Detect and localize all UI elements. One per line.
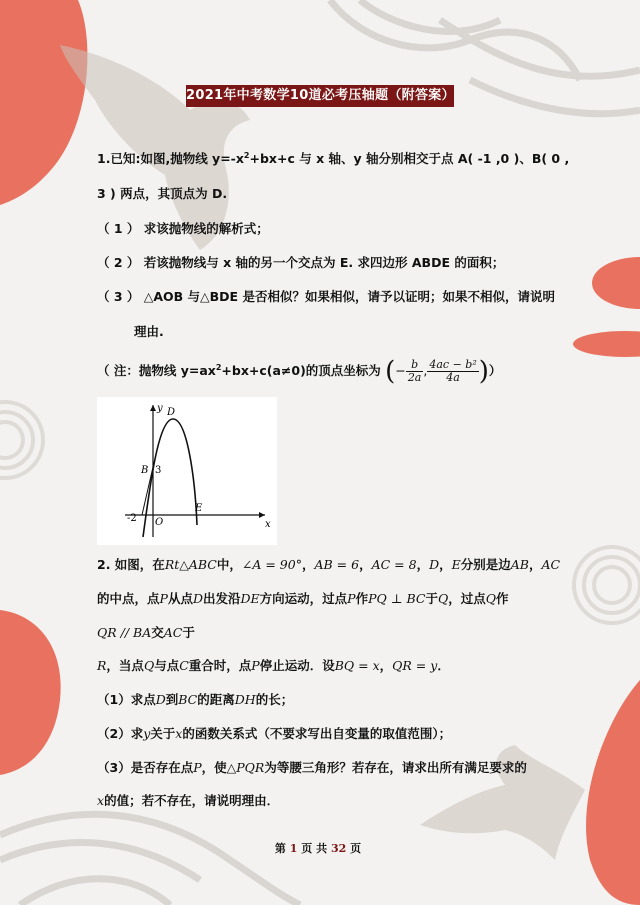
q1-part3-cont: 理由. <box>134 324 164 339</box>
x-axis-arrow <box>259 512 265 518</box>
label-y: y <box>157 403 163 414</box>
q1-line1: 1.已知:如图,抛物线 $y=-x^2+bx+c$ 与 x 轴、y 轴分别相交于点 A( -1 ,0 )、B( 0 , <box>97 150 570 166</box>
label-o: O <box>155 517 164 528</box>
parabola-figure <box>97 397 277 545</box>
q2-part2: （2）求y关于x的函数关系式（不要求写出自变量的取值范围）； <box>97 726 452 741</box>
q2-part1: （1）求点D到BC的距离DH的长； <box>97 692 294 707</box>
q2-line4: R，当点Q与点C重合时，点P停止运动．设BQ = x，QR = y． <box>97 658 450 673</box>
label-3: 3 <box>155 465 162 476</box>
vertex-y-fraction: $\frac{\text{4ac − b²}}{4a}$ <box>429 358 477 384</box>
label-e: E <box>195 503 203 514</box>
y-axis-arrow <box>150 405 156 411</box>
vertex-x-fraction: $\frac{b}{2a}$ <box>407 358 422 384</box>
total-pages: 32 <box>330 842 347 855</box>
q1-part1: （ 1 ） 求该抛物线的解析式； <box>97 221 269 236</box>
q1-part3: （ 3 ） △AOB 与△BDE 是否相似？如果相似，请予以证明；如果不相似，请说明 <box>97 289 555 304</box>
q2-part3: （3）是否存在点P，使△PQR为等腰三角形？若存在，请求出所有满足要求的 <box>97 760 527 775</box>
parabola-curve <box>143 419 197 537</box>
q2-part3-cont: x的值；若不存在，请说明理由． <box>97 793 280 808</box>
page-number: 1 <box>289 842 298 855</box>
page-title: 2021年中考数学10道必考压轴题（附答案） <box>186 85 454 107</box>
label-x: x <box>265 519 271 530</box>
label-d: D <box>167 407 176 418</box>
page-footer: 第 1 页 共 32 页 <box>274 842 362 855</box>
q1-part2: （ 2 ） 若该抛物线与 x 轴的另一个交点为 E. 求四边形 ABDE 的面积； <box>97 255 505 270</box>
label-a: -2 <box>127 513 137 524</box>
label-b: B <box>141 465 149 476</box>
q1-line2: 3 ) 两点，其顶点为 D. <box>97 186 228 201</box>
q2-line3: QR // BA交AC于 <box>97 625 195 640</box>
q2-line1: 2. 如图，在Rt△ABC中，∠A = 90°，AB = 6，AC = 8，D，E分别是边AB，AC <box>97 557 561 572</box>
q2-line2: 的中点，点P从点D出发沿DE方向运动，过点P作PQ ⊥ BC于Q，过点Q作 <box>97 591 509 606</box>
q1-note: （ 注：抛物线 $y=ax^2+bx+c(a\ne 0)$的顶点坐标为 (− $\frac{b}{2a}$ , $\frac{\text{4ac − b²}}{4a}$ )） <box>97 356 502 387</box>
